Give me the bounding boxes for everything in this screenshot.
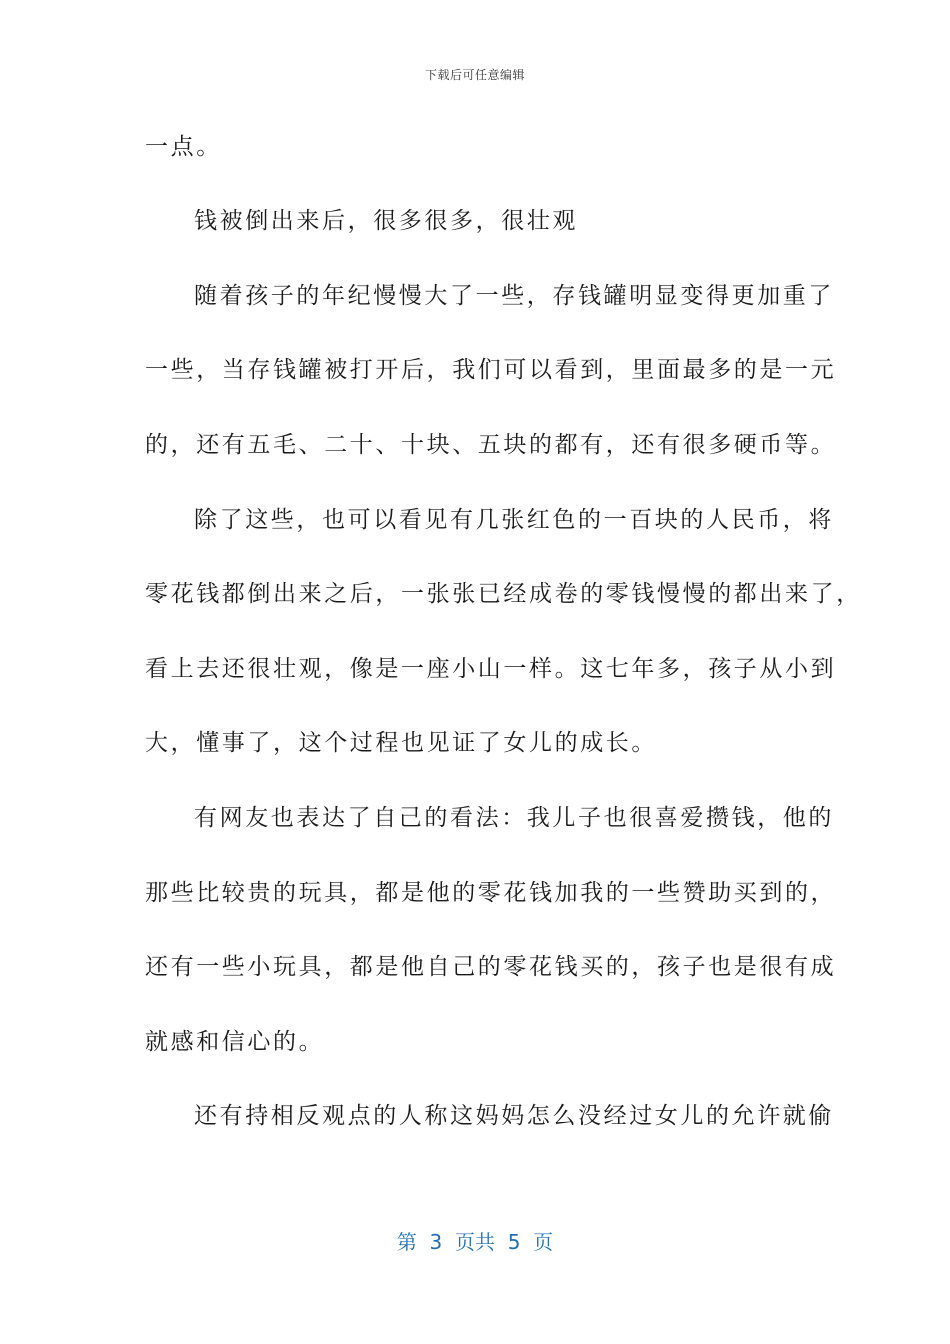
text-line: 那些比较贵的玩具，都是他的零花钱加我的一些赞助买到的， [145, 880, 837, 906]
text-line: 还有一些小玩具，都是他自己的零花钱买的，孩子也是很有成 [145, 954, 837, 980]
text-line: 就感和信心的。 [145, 1029, 325, 1055]
header-note: 下载后可任意编辑 [424, 68, 525, 82]
text-line: 大，懂事了，这个过程也见证了女儿的成长。 [145, 730, 657, 756]
page-number-footer: 第 3 页共 5 页 [396, 1230, 554, 1254]
text-line: 看上去还很壮观，像是一座小山一样。这七年多，孩子从小到 [145, 656, 837, 682]
text-line: 一点。 [145, 134, 222, 160]
text-line: 有网友也表达了自己的看法：我儿子也很喜爱攒钱，他的 [194, 805, 834, 831]
text-line: 除了这些，也可以看见有几张红色的一百块的人民币，将 [194, 507, 834, 533]
text-line: 零花钱都倒出来之后，一张张已经成卷的零钱慢慢的都出来了， [145, 581, 862, 607]
text-line: 随着孩子的年纪慢慢大了一些，存钱罐明显变得更加重了 [194, 283, 834, 309]
text-line: 钱被倒出来后，很多很多，很壮观 [194, 208, 578, 234]
text-line: 还有持相反观点的人称这妈妈怎么没经过女儿的允许就偷 [194, 1103, 834, 1129]
text-line: 一些，当存钱罐被打开后，我们可以看到，里面最多的是一元 [145, 357, 837, 383]
text-line: 的，还有五毛、二十、十块、五块的都有，还有很多硬币等。 [145, 432, 837, 458]
